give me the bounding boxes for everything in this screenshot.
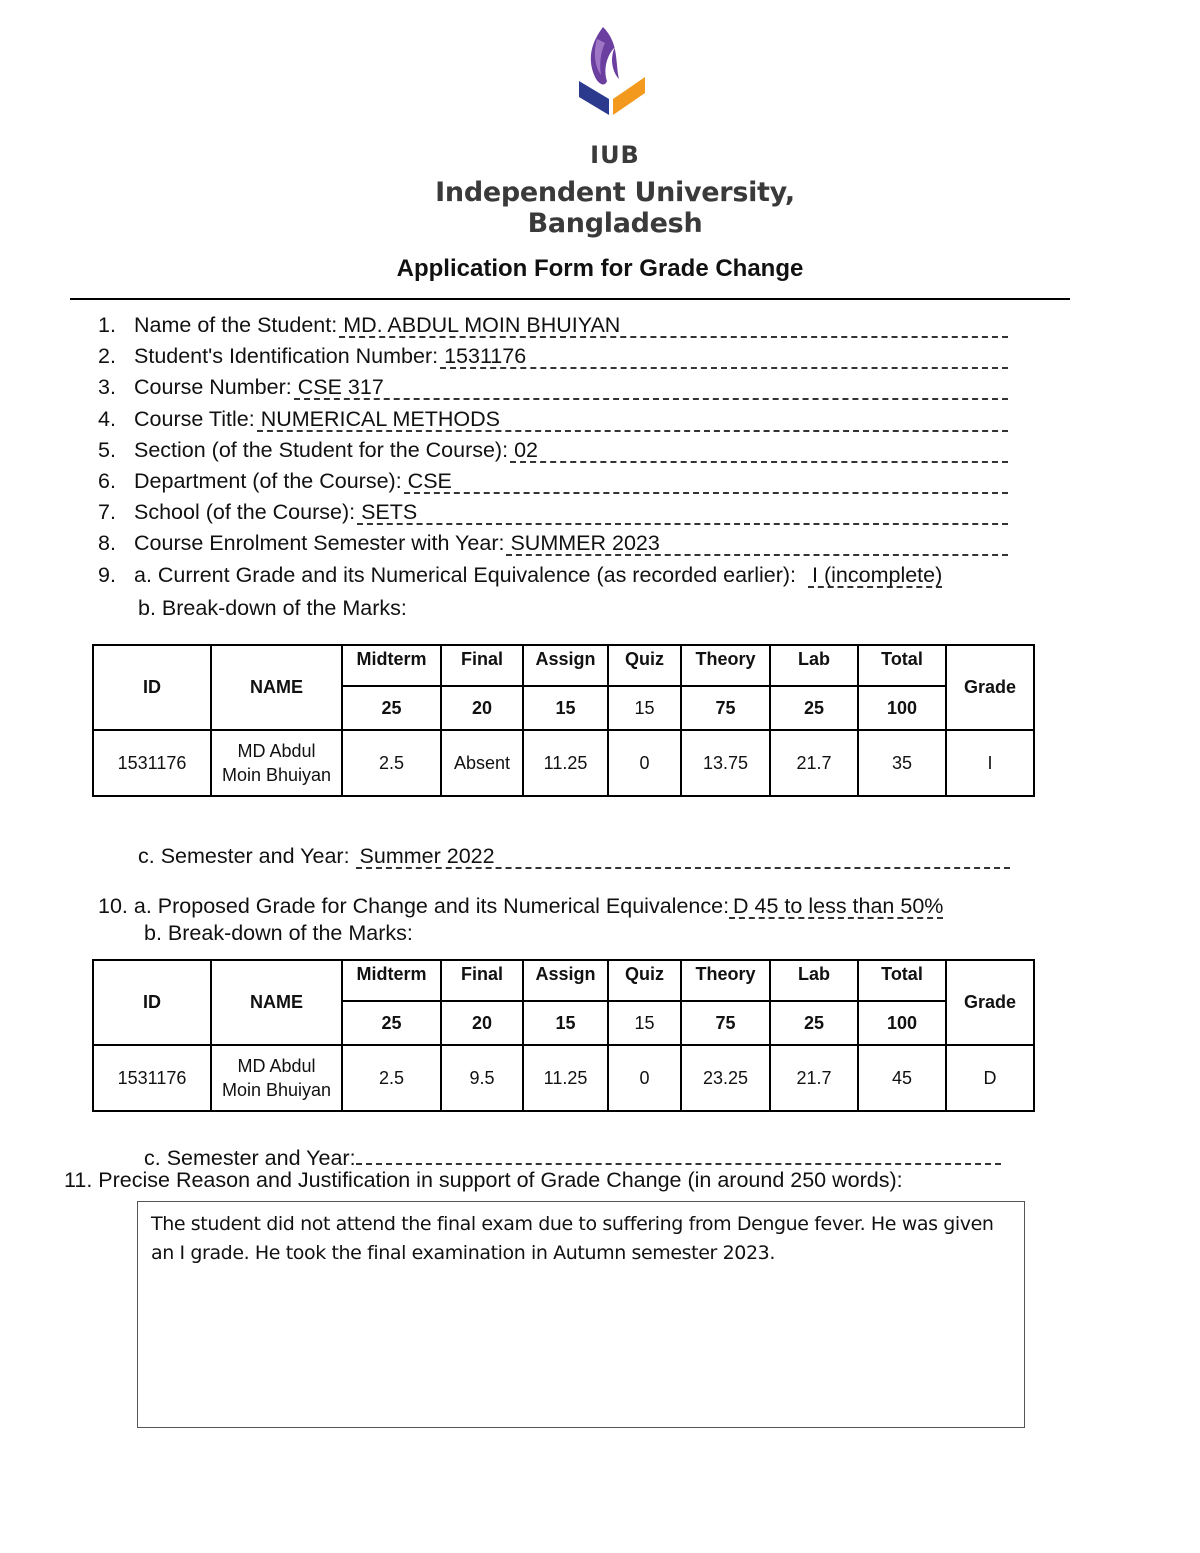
max-lab: 25 xyxy=(770,686,858,730)
current-marks-table xyxy=(92,644,1035,797)
current-grade-value[interactable]: I (incomplete) xyxy=(808,564,942,588)
logo-abbreviation: IUB xyxy=(590,141,640,169)
cell-name-line1: MD Abdul xyxy=(237,741,316,761)
field-number: 4. xyxy=(98,406,116,431)
max-total: 100 xyxy=(858,686,946,730)
cell-quiz: 0 xyxy=(608,1045,681,1111)
cell-midterm: 2.5 xyxy=(342,1045,441,1111)
max-assign: 15 xyxy=(523,686,608,730)
header-grade: Grade xyxy=(946,645,1034,730)
field-label: Course Enrolment Semester with Year: xyxy=(134,531,505,556)
header-name: NAME xyxy=(211,645,342,730)
field-course-title xyxy=(98,407,1008,438)
header-final: Final xyxy=(441,960,523,1001)
header-assign: Assign xyxy=(523,960,608,1001)
current-semester-value[interactable]: Summer 2022 xyxy=(356,845,1010,869)
field-section xyxy=(98,438,1008,469)
proposed-marks-table xyxy=(92,959,1035,1112)
cell-total: 45 xyxy=(858,1045,946,1111)
university-name-line2: Bangladesh xyxy=(527,208,703,239)
header-grade: Grade xyxy=(946,960,1034,1045)
field-label: Section (of the Student for the Course): xyxy=(134,437,509,462)
course-title-value[interactable]: NUMERICAL METHODS xyxy=(257,408,1008,432)
max-midterm: 25 xyxy=(342,686,441,730)
table-row xyxy=(93,1045,1034,1111)
cell-name-line2: Moin Bhuiyan xyxy=(221,1080,332,1100)
cell-final: 9.5 xyxy=(441,1045,523,1111)
proposed-semester-label: c. Semester and Year: xyxy=(144,1146,356,1170)
cell-theory: 23.25 xyxy=(681,1045,770,1111)
reason-label: Precise Reason and Justification in support of Grade Change (in around 250 words): xyxy=(98,1168,903,1192)
header-midterm: Midterm xyxy=(342,645,441,686)
field-number: 1. xyxy=(98,313,116,337)
max-final: 20 xyxy=(441,1001,523,1045)
cell-grade: D xyxy=(946,1045,1034,1111)
max-lab: 25 xyxy=(770,1001,858,1045)
iub-flame-emblem-icon xyxy=(575,25,655,117)
enrolment-semester-value[interactable]: SUMMER 2023 xyxy=(506,532,1008,556)
university-name-line1: Independent University, xyxy=(435,177,795,208)
field-label: a. Current Grade and its Numerical Equivalence (as recorded earlier): xyxy=(134,562,797,587)
header-quiz: Quiz xyxy=(608,645,681,686)
header-midterm: Midterm xyxy=(342,960,441,1001)
field-department xyxy=(98,469,1008,500)
cell-theory: 13.75 xyxy=(681,730,770,796)
cell-assign: 11.25 xyxy=(523,1045,608,1111)
field-label: Name of the Student: xyxy=(134,313,338,337)
current-semester-label: c. Semester and Year: xyxy=(138,844,350,868)
item11-number: 11. xyxy=(64,1168,93,1192)
item10-number: 10. xyxy=(98,894,128,918)
school-value[interactable]: SETS xyxy=(357,501,1008,525)
field-number: 6. xyxy=(98,468,116,493)
cell-total: 35 xyxy=(858,730,946,796)
header-id: ID xyxy=(93,645,211,730)
cell-id: 1531176 xyxy=(93,1045,211,1111)
cell-lab: 21.7 xyxy=(770,730,858,796)
cell-grade: I xyxy=(946,730,1034,796)
reason-heading xyxy=(64,1168,903,1193)
student-info-fields xyxy=(98,313,1008,594)
current-breakdown-label: b. Break-down of the Marks: xyxy=(138,596,407,620)
max-quiz: 15 xyxy=(608,686,681,730)
max-midterm: 25 xyxy=(342,1001,441,1045)
field-number: 8. xyxy=(98,531,116,556)
field-label: Course Title: xyxy=(134,406,255,431)
field-number: 5. xyxy=(98,437,116,462)
field-student-id xyxy=(98,344,1008,375)
university-logo xyxy=(430,25,800,239)
student-id-value[interactable]: 1531176 xyxy=(440,345,1008,369)
max-quiz: 15 xyxy=(608,1001,681,1045)
proposed-grade-label: a. Proposed Grade for Change and its Numerical Equivalence: xyxy=(133,894,730,918)
cell-assign: 11.25 xyxy=(523,730,608,796)
header-final: Final xyxy=(441,645,523,686)
proposed-semester-line xyxy=(144,1141,1001,1171)
header-total: Total xyxy=(858,960,946,1001)
proposed-breakdown-label: b. Break-down of the Marks: xyxy=(144,921,413,945)
max-total: 100 xyxy=(858,1001,946,1045)
current-semester-line xyxy=(138,844,1010,869)
cell-id: 1531176 xyxy=(93,730,211,796)
field-label: School (of the Course): xyxy=(134,500,356,525)
proposed-grade-line xyxy=(98,894,943,919)
header-id: ID xyxy=(93,960,211,1045)
field-number: 9. xyxy=(98,562,116,587)
field-course-number xyxy=(98,375,1008,406)
field-enrolment-semester xyxy=(98,531,1008,562)
header-theory: Theory xyxy=(681,645,770,686)
field-label: Student's Identification Number: xyxy=(134,344,439,369)
field-number: 7. xyxy=(98,500,116,525)
proposed-grade-value[interactable]: D 45 to less than 50% xyxy=(729,895,943,919)
header-assign: Assign xyxy=(523,645,608,686)
max-theory: 75 xyxy=(681,1001,770,1045)
max-assign: 15 xyxy=(523,1001,608,1045)
field-label: Department (of the Course): xyxy=(134,468,402,493)
max-theory: 75 xyxy=(681,686,770,730)
cell-final: Absent xyxy=(441,730,523,796)
header-theory: Theory xyxy=(681,960,770,1001)
cell-lab: 21.7 xyxy=(770,1045,858,1111)
field-school xyxy=(98,500,1008,531)
header-lab: Lab xyxy=(770,645,858,686)
department-value[interactable]: CSE xyxy=(404,470,1008,494)
cell-name-line1: MD Abdul xyxy=(237,1056,316,1076)
cell-name xyxy=(211,730,342,796)
field-student-name xyxy=(98,313,1008,344)
field-number: 2. xyxy=(98,344,116,369)
title-divider xyxy=(70,298,1070,300)
course-number-value[interactable]: CSE 317 xyxy=(294,376,1008,400)
proposed-semester-value[interactable] xyxy=(356,1141,1001,1165)
header-lab: Lab xyxy=(770,960,858,1001)
max-final: 20 xyxy=(441,686,523,730)
university-name xyxy=(430,177,800,239)
field-current-grade xyxy=(98,563,1008,594)
student-name-value[interactable]: MD. ABDUL MOIN BHUIYAN xyxy=(339,314,1008,338)
cell-midterm: 2.5 xyxy=(342,730,441,796)
cell-name-line2: Moin Bhuiyan xyxy=(221,765,332,785)
cell-name xyxy=(211,1045,342,1111)
field-number: 3. xyxy=(98,375,116,400)
reason-textarea[interactable]: The student did not attend the final exam due to suffering from Dengue fever. He was given an I grade. He took the final examination in Autumn semester 2023. xyxy=(137,1201,1025,1428)
form-title: Application Form for Grade Change xyxy=(396,255,804,282)
header-total: Total xyxy=(858,645,946,686)
header-quiz: Quiz xyxy=(608,960,681,1001)
field-label: Course Number: xyxy=(134,375,292,400)
cell-quiz: 0 xyxy=(608,730,681,796)
header-name: NAME xyxy=(211,960,342,1045)
section-value[interactable]: 02 xyxy=(510,439,1008,463)
table-row xyxy=(93,730,1034,796)
